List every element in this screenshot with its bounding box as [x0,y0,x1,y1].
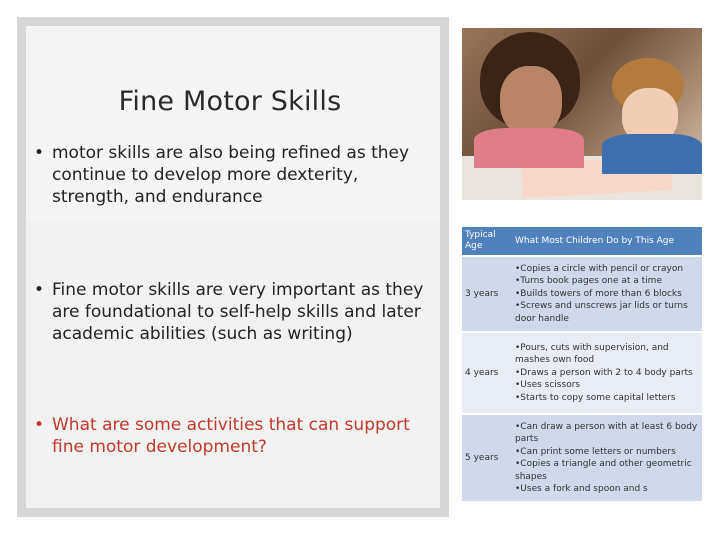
photo-child-right-shirt [602,134,702,174]
bullet-dexterity [34,142,434,208]
milestone-item: •Can draw a person with at least 6 body parts [515,421,698,444]
milestone-item: •Copies a circle with pencil or crayon [515,263,684,274]
milestone-item: •Can print some letters or numbers [515,446,676,457]
milestone-item: •Screws and unscrews jar lids or turns door handle [515,301,688,324]
bullet-importance [34,279,434,345]
photo-child-left-shirt [474,128,584,168]
header-description: What Most Children Do by This Age [512,226,702,256]
slide-title: Fine Motor Skills [118,86,342,117]
age-cell: 5 years [462,414,512,501]
milestone-item: •Builds towers of more than 6 blocks [515,288,682,299]
children-drawing-photo [462,28,702,200]
age-cell: 4 years [462,332,512,414]
milestone-item: •Copies a triangle and other geometric shapes [515,459,692,482]
milestones-table [462,225,702,501]
table-row [462,332,702,414]
bullet-text: motor skills are also being refined as they continue to develop more dexterity, strength, and endurance [52,143,410,207]
bullet-text: Fine motor skills are very important as they are foundational to self-help skills and later academic abilities (such as writing) [52,280,424,344]
milestone-item: •Pours, cuts with supervision, and mashes own food [515,342,669,366]
age-cell: 3 years [462,256,512,332]
bullet-marker: • [34,143,45,163]
table-row [462,414,702,501]
table-header-row [462,226,702,256]
header-age: Typical Age [462,226,512,256]
slide-panel-lower [26,222,440,508]
description-cell [512,256,702,332]
milestone-item: •Uses a fork and spoon and s [515,484,648,494]
milestone-item: •Draws a person with 2 to 4 body parts [515,367,693,378]
bullet-text: What are some activities that can support fine motor development? [52,415,410,457]
bullet-marker: • [34,280,45,300]
photo-child-left-face [500,66,562,136]
milestone-item: •Uses scissors [515,380,581,391]
description-cell [512,332,702,414]
bullet-marker: • [34,415,45,435]
milestone-item: •Turns book pages one at a time [515,276,662,287]
description-cell [512,414,702,501]
bullet-question [34,414,434,458]
milestone-item: •Starts to copy some capital letters [515,392,676,403]
table-row [462,256,702,332]
